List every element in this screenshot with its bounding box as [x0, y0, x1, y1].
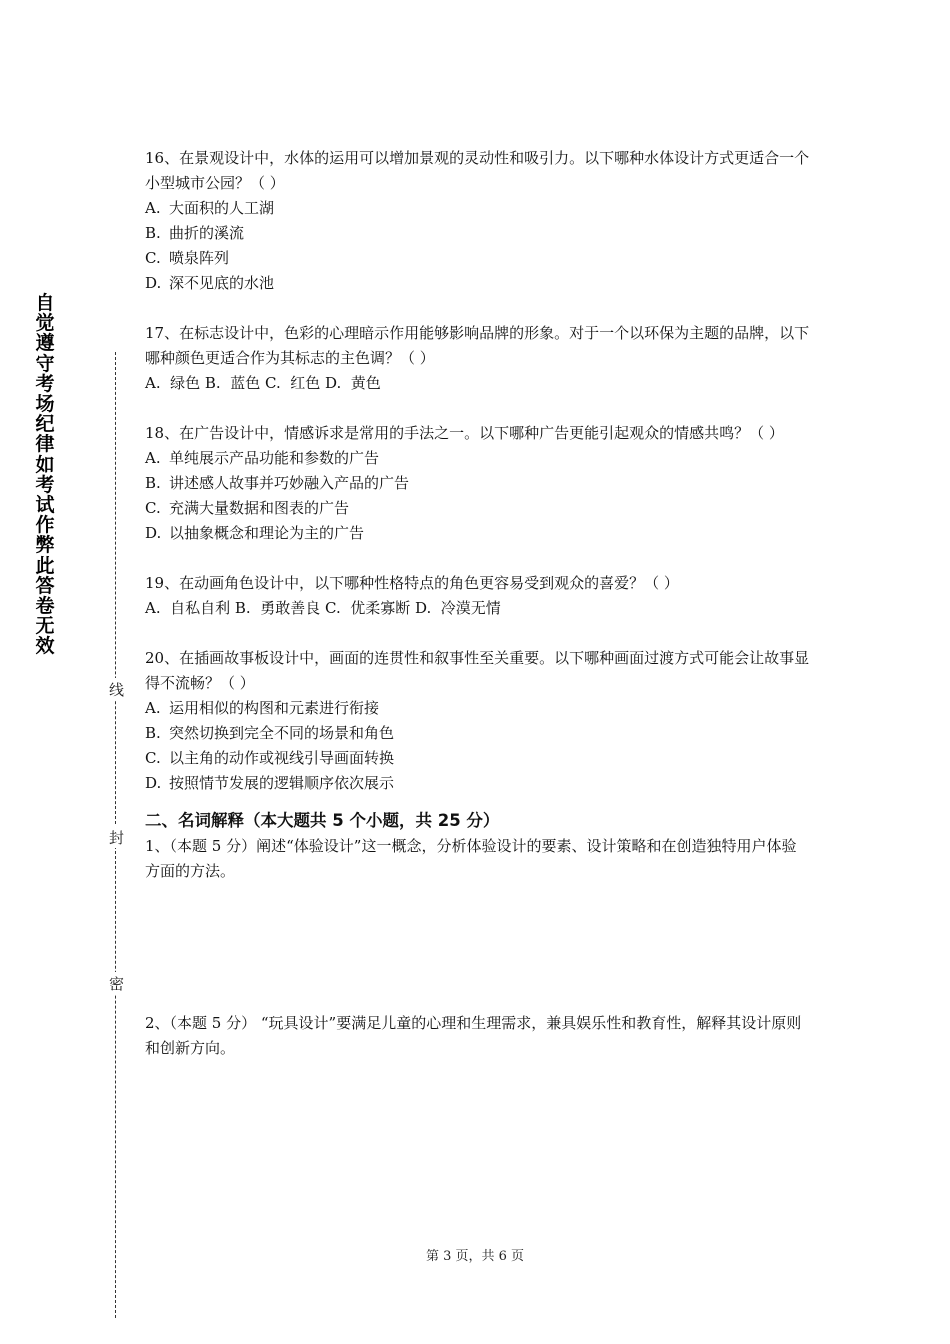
option-c: C. 充满大量数据和图表的广告 — [145, 499, 350, 517]
question-18 — [145, 421, 810, 546]
question-20 — [145, 646, 810, 796]
inline-options: A. 绿色 B. 蓝色 C. 红色 D. 黄色 — [145, 374, 381, 392]
question-stem: 20、在插画故事板设计中，画面的连贯性和叙事性至关重要。以下哪种画面过渡方式可能会让故事显得不流畅？（ ） — [145, 649, 810, 692]
inline-options: A. 自私自利 B. 勇敢善良 C. 优柔寡断 D. 冷漠无情 — [145, 599, 501, 617]
option-d: D. 深不见底的水池 — [145, 274, 275, 292]
question-stem: 19、在动画角色设计中，以下哪种性格特点的角色更容易受到观众的喜爱？（ ） — [145, 574, 679, 592]
option-c: C. 以主角的动作或视线引导画面转换 — [145, 749, 395, 767]
option-b: B. 曲折的溪流 — [145, 224, 245, 242]
exam-content — [145, 146, 810, 1061]
binding-mark-seal: 封 — [105, 826, 127, 848]
binding-mark-line: 线 — [105, 678, 127, 700]
option-a: A. 单纯展示产品功能和参数的广告 — [145, 449, 380, 467]
option-d: D. 以抽象概念和理论为主的广告 — [145, 524, 365, 542]
option-a: A. 运用相似的构图和元素进行衔接 — [145, 699, 380, 717]
option-d: D. 按照情节发展的逻辑顺序依次展示 — [145, 774, 395, 792]
option-c: C. 喷泉阵列 — [145, 249, 230, 267]
question-16 — [145, 146, 810, 296]
option-b: B. 讲述感人故事并巧妙融入产品的广告 — [145, 474, 410, 492]
section-title: 二、名词解释（本大题共 5 个小题，共 25 分） — [145, 811, 500, 830]
page-number: 第 3 页，共 6 页 — [425, 1249, 525, 1264]
term-question-1: 1、（本题 5 分）阐述“体验设计”这一概念，分析体验设计的要素、设计策略和在创造独特用户体验方面的方法。 — [145, 837, 797, 880]
question-stem: 18、在广告设计中，情感诉求是常用的手法之一。以下哪种广告更能引起观众的情感共鸣？（ ） — [145, 424, 784, 442]
exam-discipline-notice: 自 觉 遵 守 考 场 纪 律 如 考 试 作 弊 此 答 卷 无 效 — [35, 292, 55, 658]
option-b: B. 突然切换到完全不同的场景和角色 — [145, 724, 395, 742]
question-stem: 16、在景观设计中，水体的运用可以增加景观的灵动性和吸引力。以下哪种水体设计方式更适合一个小型城市公园？（ ） — [145, 149, 810, 192]
option-a: A. 大面积的人工湖 — [145, 199, 275, 217]
question-stem: 17、在标志设计中，色彩的心理暗示作用能够影响品牌的形象。对于一个以环保为主题的品牌，以下哪种颜色更适合作为其标志的主色调？（ ） — [145, 324, 810, 367]
question-19 — [145, 571, 810, 621]
question-17 — [145, 321, 810, 396]
binding-mark-secret: 密 — [105, 972, 127, 994]
answer-space — [145, 884, 810, 1011]
term-question-2: 2、（本题 5 分） “玩具设计”要满足儿童的心理和生理需求，兼具娱乐性和教育性，解释其设计原则和创新方向。 — [145, 1014, 802, 1057]
